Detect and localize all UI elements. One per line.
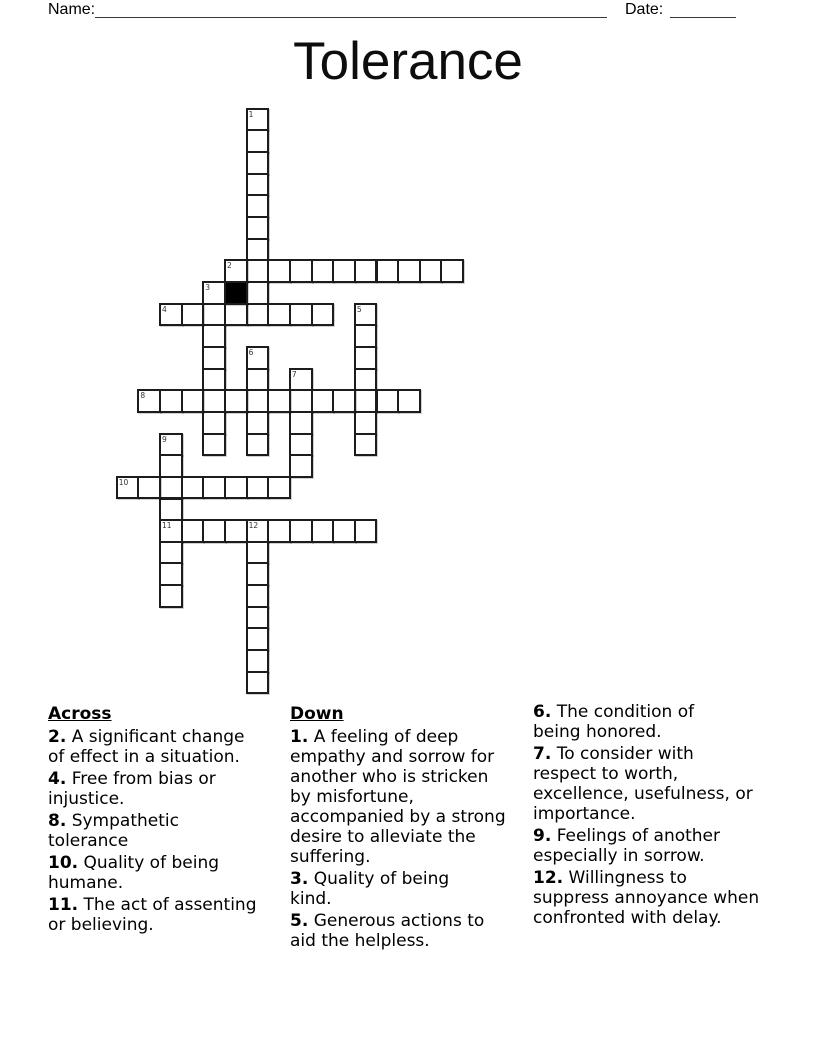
cell-number: 1 bbox=[248, 109, 254, 119]
grid-cell[interactable] bbox=[267, 519, 291, 543]
grid-cell[interactable] bbox=[311, 303, 335, 327]
cell-number: 11 bbox=[162, 521, 172, 531]
grid-cell[interactable] bbox=[354, 519, 378, 543]
grid-cell[interactable] bbox=[202, 346, 226, 370]
cell-number: 5 bbox=[356, 304, 362, 314]
grid-cell[interactable] bbox=[181, 519, 205, 543]
grid-cell[interactable] bbox=[332, 389, 356, 413]
grid-cell[interactable] bbox=[289, 368, 313, 392]
grid-cell[interactable] bbox=[246, 216, 270, 240]
grid-cell[interactable] bbox=[202, 411, 226, 435]
grid-cell[interactable] bbox=[246, 281, 270, 305]
grid-cell[interactable] bbox=[354, 324, 378, 348]
clue: 9. Feelings of another especially in sorrow. bbox=[533, 826, 721, 866]
clue-number: 9. bbox=[533, 826, 552, 846]
grid-cell[interactable] bbox=[246, 303, 270, 327]
grid-cell[interactable] bbox=[289, 454, 313, 478]
grid-cell[interactable] bbox=[159, 498, 183, 522]
clue-column bbox=[533, 702, 791, 930]
grid-cell[interactable] bbox=[354, 259, 378, 283]
grid-cell[interactable] bbox=[419, 259, 443, 283]
clue-section-heading: Down bbox=[290, 704, 344, 724]
grid-cell[interactable] bbox=[246, 411, 270, 435]
cell-number: 2 bbox=[226, 261, 232, 271]
clue: 10. Quality of being humane. bbox=[48, 853, 220, 893]
clue-number: 4. bbox=[48, 769, 67, 789]
grid-cell[interactable] bbox=[246, 606, 270, 630]
grid-cell[interactable] bbox=[354, 346, 378, 370]
grid-cell[interactable] bbox=[289, 411, 313, 435]
grid-cell[interactable] bbox=[159, 303, 183, 327]
clue-number: 6. bbox=[533, 702, 552, 722]
date-label: Date: bbox=[625, 1, 664, 18]
grid-cell[interactable] bbox=[202, 368, 226, 392]
grid-cell[interactable] bbox=[246, 476, 270, 500]
grid-cell[interactable] bbox=[181, 389, 205, 413]
grid-cell[interactable] bbox=[354, 303, 378, 327]
grid-cell[interactable] bbox=[332, 259, 356, 283]
grid-cell[interactable] bbox=[332, 519, 356, 543]
grid-cell[interactable] bbox=[224, 476, 248, 500]
black-cell bbox=[224, 281, 248, 305]
clue-column bbox=[290, 702, 532, 953]
grid-cell[interactable] bbox=[224, 259, 248, 283]
grid-cell[interactable] bbox=[246, 627, 270, 651]
grid-cell[interactable] bbox=[246, 346, 270, 370]
grid-cell[interactable] bbox=[354, 368, 378, 392]
clue-number: 10. bbox=[48, 853, 79, 873]
grid-cell[interactable] bbox=[246, 151, 270, 175]
clue-number: 7. bbox=[533, 744, 552, 764]
grid-cell[interactable] bbox=[246, 671, 270, 695]
clue-number: 8. bbox=[48, 811, 67, 831]
grid-cell[interactable] bbox=[202, 476, 226, 500]
grid-cell[interactable] bbox=[354, 389, 378, 413]
cell-number: 7 bbox=[291, 369, 297, 379]
grid-cell[interactable] bbox=[267, 389, 291, 413]
clue: 8. Sympathetic tolerance bbox=[48, 811, 179, 851]
grid-cell[interactable] bbox=[224, 303, 248, 327]
grid-cell[interactable] bbox=[354, 411, 378, 435]
grid-cell[interactable] bbox=[397, 389, 421, 413]
grid-cell[interactable] bbox=[246, 389, 270, 413]
grid-cell[interactable] bbox=[159, 519, 183, 543]
clue-column bbox=[48, 702, 290, 937]
grid-cell[interactable] bbox=[311, 389, 335, 413]
grid-cell[interactable] bbox=[202, 519, 226, 543]
grid-cell[interactable] bbox=[202, 433, 226, 457]
clue-number: 2. bbox=[48, 727, 67, 747]
grid-cell[interactable] bbox=[246, 238, 270, 262]
grid-cell[interactable] bbox=[246, 194, 270, 218]
grid-cell[interactable] bbox=[397, 259, 421, 283]
grid-cell[interactable] bbox=[311, 259, 335, 283]
grid-cell[interactable] bbox=[289, 303, 313, 327]
grid-cell[interactable] bbox=[246, 519, 270, 543]
grid-cell[interactable] bbox=[137, 389, 161, 413]
cell-number: 8 bbox=[140, 391, 146, 401]
grid-cell[interactable] bbox=[246, 259, 270, 283]
clue: 6. The condition of being honored. bbox=[533, 702, 695, 742]
clue-number: 5. bbox=[290, 911, 309, 931]
grid-cell[interactable] bbox=[202, 281, 226, 305]
grid-cell[interactable] bbox=[159, 541, 183, 565]
grid-cell[interactable] bbox=[246, 649, 270, 673]
cell-number: 4 bbox=[162, 304, 167, 314]
grid-cell[interactable] bbox=[246, 368, 270, 392]
clue: 4. Free from bias or injustice. bbox=[48, 769, 216, 809]
clue-number: 12. bbox=[533, 868, 564, 888]
grid-cell[interactable] bbox=[289, 519, 313, 543]
grid-cell[interactable] bbox=[224, 519, 248, 543]
grid-cell[interactable] bbox=[246, 108, 270, 132]
cell-number: 10 bbox=[118, 477, 129, 487]
grid-cell[interactable] bbox=[289, 259, 313, 283]
clue: 1. A feeling of deep empathy and sorrow for another who is stricken by misfortune, accompanied by a strong desire to alleviate the suffering. bbox=[290, 727, 506, 867]
clue: 12. Willingness to suppress annoyance when confronted with delay. bbox=[533, 868, 760, 928]
grid-cell[interactable] bbox=[181, 476, 205, 500]
grid-cell[interactable] bbox=[116, 476, 140, 500]
clue: 11. The act of assenting or believing. bbox=[48, 895, 257, 935]
cell-number: 3 bbox=[205, 283, 211, 292]
grid-cell[interactable] bbox=[202, 303, 226, 327]
name-label: Name: bbox=[48, 1, 96, 18]
grid-cell[interactable] bbox=[137, 476, 161, 500]
grid-cell[interactable] bbox=[246, 129, 270, 153]
clue-number: 3. bbox=[290, 869, 309, 889]
clue: 3. Quality of being kind. bbox=[290, 869, 450, 909]
grid-cell[interactable] bbox=[159, 584, 183, 608]
cell-number: 12 bbox=[248, 521, 259, 531]
grid-cell[interactable] bbox=[246, 584, 270, 608]
grid-cell[interactable] bbox=[289, 389, 313, 413]
grid-cell[interactable] bbox=[246, 541, 270, 565]
grid-cell[interactable] bbox=[246, 562, 270, 586]
grid-cell[interactable] bbox=[267, 259, 291, 283]
clue: 5. Generous actions to aid the helpless. bbox=[290, 911, 485, 951]
grid-cell[interactable] bbox=[267, 476, 291, 500]
grid-cell[interactable] bbox=[311, 519, 335, 543]
grid-cell[interactable] bbox=[440, 259, 464, 283]
grid-cell[interactable] bbox=[246, 433, 270, 457]
cell-number: 9 bbox=[162, 434, 167, 444]
clue-number: 1. bbox=[290, 727, 309, 747]
clue-section-heading: Across bbox=[48, 704, 112, 724]
grid-cell[interactable] bbox=[159, 433, 183, 457]
grid-cell[interactable] bbox=[354, 433, 378, 457]
grid-cell[interactable] bbox=[289, 433, 313, 457]
grid-cell[interactable] bbox=[181, 303, 205, 327]
grid-cell[interactable] bbox=[267, 303, 291, 327]
grid-cell[interactable] bbox=[224, 389, 248, 413]
grid-cell[interactable] bbox=[159, 454, 183, 478]
grid-cell[interactable] bbox=[159, 562, 183, 586]
clue-number: 11. bbox=[48, 895, 79, 915]
clue: 7. To consider with respect to worth, excellence, usefulness, or importance. bbox=[533, 744, 753, 824]
grid-cell[interactable] bbox=[159, 389, 183, 413]
puzzle-title: Tolerance bbox=[293, 32, 523, 91]
cell-number: 6 bbox=[248, 347, 254, 357]
grid-cell[interactable] bbox=[159, 476, 183, 500]
grid-cell[interactable] bbox=[246, 173, 270, 197]
clue: 2. A significant change of effect in a situation. bbox=[48, 727, 245, 767]
grid-cell[interactable] bbox=[376, 389, 400, 413]
grid-cell[interactable] bbox=[202, 389, 226, 413]
grid-cell[interactable] bbox=[202, 324, 226, 348]
grid-cell[interactable] bbox=[376, 259, 400, 283]
